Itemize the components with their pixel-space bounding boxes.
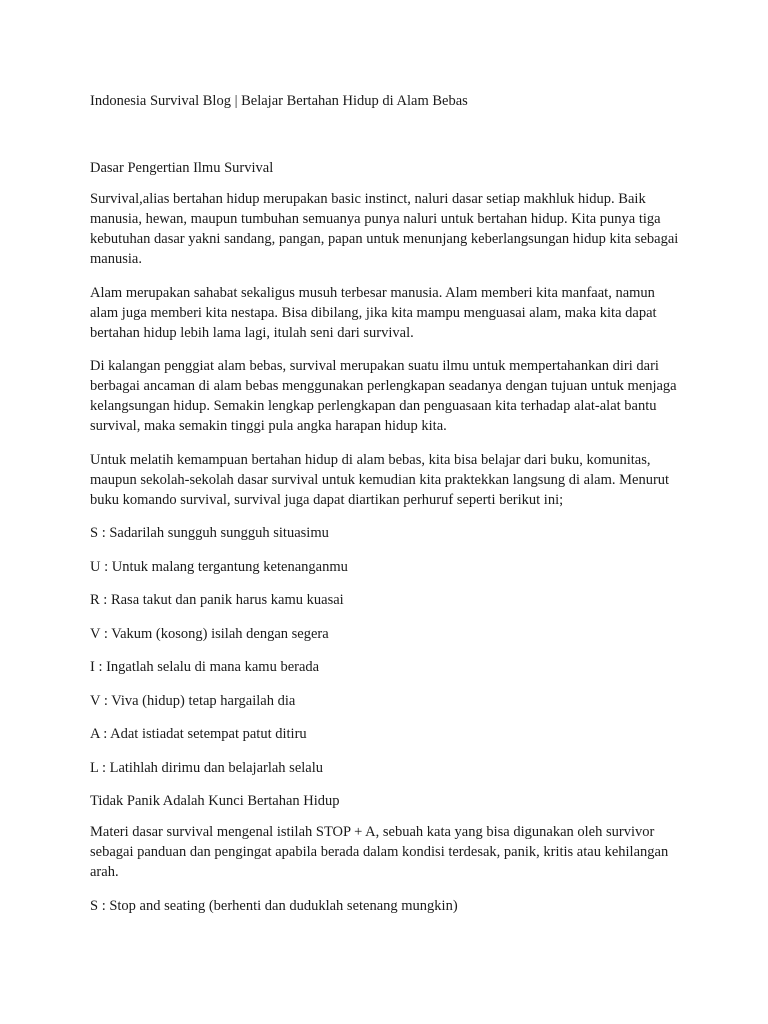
- blog-title: Indonesia Survival Blog | Belajar Bertahan Hidup di Alam Bebas: [90, 93, 468, 109]
- article-body: [90, 158, 685, 929]
- acronym-item-r: R : Rasa takut dan panik harus kamu kuasai: [90, 592, 344, 608]
- acronym-item-a: A : Adat istiadat setempat patut ditiru: [90, 726, 307, 742]
- acronym-item-i: I : Ingatlah selalu di mana kamu berada: [90, 659, 320, 675]
- paragraph-definition: Di kalangan penggiat alam bebas, survival merupakan suatu ilmu untuk mempertahankan diri dari berbagai ancaman di alam bebas menggunakan perlengkapan seadanya dengan tujuan untuk menjaga kelangsungan hidup. Semakin lengkap perlengkapan dan penguasaan kita terhadap alat-alat bantu survival, maka semakin tinggi pula angka harapan hidup kita.: [90, 358, 677, 434]
- acronym-item-s: S : Sadarilah sungguh sungguh situasimu: [90, 525, 329, 541]
- paragraph-intro: Survival,alias bertahan hidup merupakan basic instinct, naluri dasar setiap makhluk hidup. Baik manusia, hewan, maupun tumbuhan semuanya punya naluri untuk bertahan hidup. Kita punya tiga kebutuhan dasar yakni sandang, pangan, papan untuk menunjang keberlangsungan hidup kita sebagai manusia.: [90, 191, 679, 267]
- subheading: Tidak Panik Adalah Kunci Bertahan Hidup: [90, 793, 340, 809]
- section-heading: Dasar Pengertian Ilmu Survival: [90, 160, 274, 176]
- paragraph-nature: Alam merupakan sahabat sekaligus musuh terbesar manusia. Alam memberi kita manfaat, namun alam juga memberi kita nestapa. Bisa dibilang, jika kita mampu menguasai alam, maka kita dapat bertahan hidup lebih lama lagi, itulah seni dari survival.: [90, 284, 657, 341]
- stop-item-s: S : Stop and seating (berhenti dan duduklah setenang mungkin): [90, 897, 458, 914]
- paragraph-stop: Materi dasar survival mengenal istilah STOP + A, sebuah kata yang bisa digunakan oleh survivor sebagai panduan dan pengingat apabila berada dalam kondisi terdesak, panik, kritis atau kehilangan arah.: [90, 824, 669, 880]
- acronym-item-v: V : Vakum (kosong) isilah dengan segera: [90, 625, 329, 642]
- acronym-item-u: U : Untuk malang tergantung ketenanganmu: [90, 558, 348, 575]
- acronym-item-l: L : Latihlah dirimu dan belajarlah selalu: [90, 759, 323, 776]
- paragraph-training: Untuk melatih kemampuan bertahan hidup di alam bebas, kita bisa belajar dari buku, komunitas, maupun sekolah-sekolah dasar survival untuk kemudian kita praktekkan langsung di alam. Menurut buku komando survival, survival juga dapat diartikan perhuruf seperti berikut ini;: [90, 451, 670, 508]
- acronym-item-v2: V : Viva (hidup) tetap hargailah dia: [90, 692, 296, 709]
